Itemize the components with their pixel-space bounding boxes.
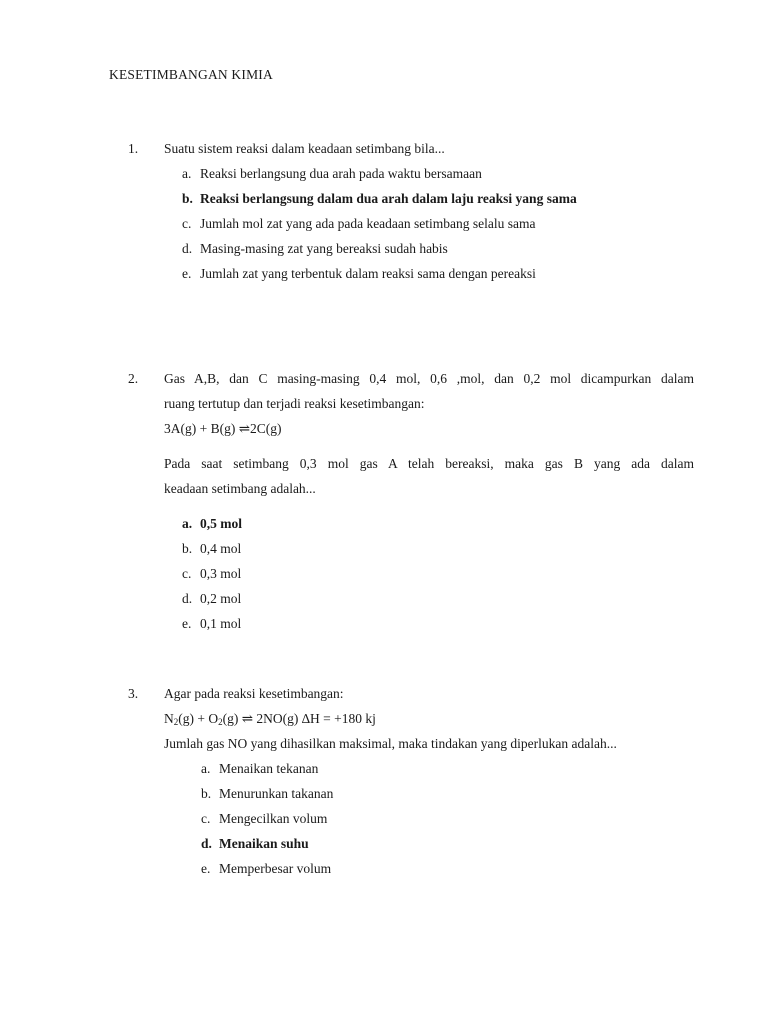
option-text: 0,1 mol <box>200 616 242 631</box>
option-letter: e. <box>201 861 211 876</box>
option-letter: a. <box>182 516 193 531</box>
option-e <box>182 261 694 286</box>
option-letter: d. <box>182 241 193 256</box>
option-d <box>182 586 694 611</box>
option-a <box>201 756 694 781</box>
option-b <box>182 536 694 561</box>
option-c <box>182 561 694 586</box>
question-stem: Suatu sistem reaksi dalam keadaan setimbang bila... <box>164 141 445 156</box>
question-body <box>164 136 694 286</box>
option-letter: a. <box>201 761 211 776</box>
question-number: 2. <box>128 371 139 386</box>
question-text: Jumlah gas NO yang dihasilkan maksimal, maka tindakan yang diperlukan adalah... <box>164 736 617 751</box>
option-list <box>182 511 694 636</box>
option-text: 0,3 mol <box>200 566 242 581</box>
question-stem-line-1: Gas A,B, dan C masing-masing 0,4 mol, 0,6 ,mol, dan 0,2 mol dicampurkan dalam <box>164 371 694 386</box>
option-b <box>182 186 694 211</box>
question-body <box>164 681 694 881</box>
reaction-equation: 3A(g) + B(g) ⇌2C(g) <box>164 421 282 436</box>
option-letter: c. <box>201 811 211 826</box>
option-text: Jumlah zat yang terbentuk dalam reaksi sama dengan pereaksi <box>200 266 536 281</box>
option-list <box>182 161 694 286</box>
reaction-equation: $N_2(g) + O_2(g)$ ⇌ 2NO(g) ∆H = +180 kj <box>164 711 376 727</box>
option-letter: a. <box>182 166 192 181</box>
option-text: Reaksi berlangsung dalam dua arah dalam laju reaksi yang sama <box>200 191 577 206</box>
option-text: Reaksi berlangsung dua arah pada waktu bersamaan <box>200 166 482 181</box>
option-text: Jumlah mol zat yang ada pada keadaan setimbang selalu sama <box>200 216 536 231</box>
option-letter: c. <box>182 566 192 581</box>
question-body <box>164 366 694 636</box>
option-c <box>201 806 694 831</box>
option-text: 0,4 mol <box>200 541 242 556</box>
option-letter: d. <box>182 591 193 606</box>
question-stem: Agar pada reaksi kesetimbangan: <box>164 686 344 701</box>
option-text: Menurunkan takanan <box>219 786 334 801</box>
question-paragraph-line-1: Pada saat setimbang 0,3 mol gas A telah bereaksi, maka gas B yang ada dalam <box>164 456 694 471</box>
document-title: KESETIMBANGAN KIMIA <box>109 67 273 82</box>
option-letter: e. <box>182 266 192 281</box>
option-e <box>182 611 694 636</box>
option-a <box>182 161 694 186</box>
option-text: 0,2 mol <box>200 591 242 606</box>
option-letter: b. <box>182 541 193 556</box>
question-stem-line-2: ruang tertutup dan terjadi reaksi kesetimbangan: <box>164 396 425 411</box>
option-letter: c. <box>182 216 192 231</box>
option-text: Menaikan suhu <box>219 836 309 851</box>
option-text: Masing-masing zat yang bereaksi sudah habis <box>200 241 448 256</box>
option-text: 0,5 mol <box>200 516 242 531</box>
option-letter: e. <box>182 616 192 631</box>
option-text: Memperbesar volum <box>219 861 332 876</box>
option-b <box>201 781 694 806</box>
question-paragraph-line-2: keadaan setimbang adalah... <box>164 481 316 496</box>
option-a <box>182 511 694 536</box>
option-text: Menaikan tekanan <box>219 761 319 776</box>
option-letter: b. <box>182 191 193 206</box>
option-d <box>182 236 694 261</box>
question-number: 3. <box>128 686 139 701</box>
option-c <box>182 211 694 236</box>
option-letter: b. <box>201 786 212 801</box>
option-list <box>201 756 694 881</box>
option-d <box>201 831 694 856</box>
option-text: Mengecilkan volum <box>219 811 328 826</box>
option-letter: d. <box>201 836 212 851</box>
question-number: 1. <box>128 141 139 156</box>
option-e <box>201 856 694 881</box>
